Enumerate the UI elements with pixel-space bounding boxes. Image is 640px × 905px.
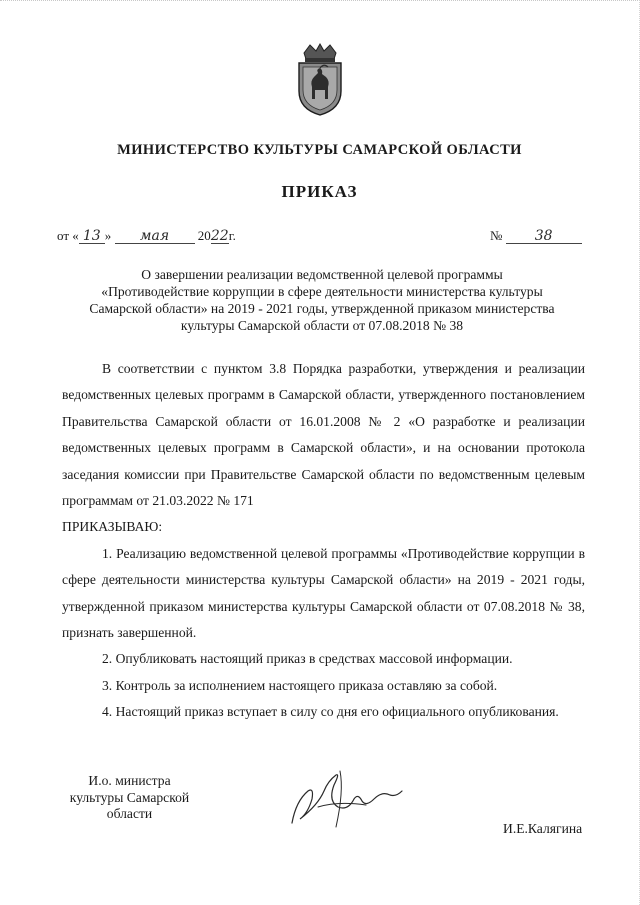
order-item: 4. Настоящий приказ вступает в силу со дня его официального опубликования. xyxy=(102,704,559,720)
order-item: 2. Опубликовать настоящий приказ в средствах массовой информации. xyxy=(102,651,513,667)
signer-position-line: И.о. министра xyxy=(88,773,171,788)
samara-coat-of-arms-icon xyxy=(290,43,350,117)
preamble-paragraph: В соответствии с пунктом 3.8 Порядка разработки, утверждения и реализации ведомственных целевых программ в Самарской области, утвержденного постановлением Правительства Самарской области от 16.01.2008 № 2 «О разработке и реализации ведомственных целевых программ в Самарской области», и на основании протокола заседания комиссии при Правительстве Самарской области по ведомственным целевым программам от 21.03.2022 № 171 xyxy=(62,361,585,509)
order-number xyxy=(490,228,582,244)
handwritten-signature xyxy=(278,761,408,841)
signer-position xyxy=(62,773,197,823)
signer-position-line: культуры Самарской xyxy=(69,789,190,805)
number-label: № xyxy=(490,228,503,243)
number-value: 38 xyxy=(506,229,582,244)
document-title: ПРИКАЗ xyxy=(281,182,358,201)
order-date xyxy=(57,228,236,244)
order-subject xyxy=(62,266,582,334)
date-year-prefix: 20 xyxy=(197,228,211,243)
signer-name: И.Е.Калягина xyxy=(503,821,583,836)
date-prefix: от « xyxy=(57,228,79,243)
order-body xyxy=(62,356,585,726)
subject-line: О завершении реализации ведомственной целевой программы xyxy=(141,267,503,282)
ministry-name: МИНИСТЕРСТВО КУЛЬТУРЫ САМАРСКОЙ ОБЛАСТИ xyxy=(117,142,522,158)
order-item: 1. Реализацию ведомственной целевой программы «Противодействие коррупции в сфере деятельности министерства культуры Самарской области» на 2019 - 2021 годы, утвержденной приказом министерства культуры Самарской области от 07.08.2018 № 38, признать завершенной. xyxy=(62,545,585,641)
subject-line: «Противодействие коррупции в сфере деятельности министерства культуры xyxy=(101,284,543,299)
subject-line: культуры Самарской области от 07.08.2018 № 38 xyxy=(180,318,464,333)
date-suffix: г. xyxy=(228,228,236,243)
date-month: мая xyxy=(115,229,195,244)
order-word: ПРИКАЗЫВАЮ: xyxy=(62,519,163,535)
date-year: 22 xyxy=(210,228,229,244)
date-day: 13 xyxy=(79,229,105,244)
date-mid: » xyxy=(104,228,112,243)
signer-position-line: области xyxy=(106,806,153,821)
order-item: 3. Контроль за исполнением настоящего приказа оставляю за собой. xyxy=(102,677,498,693)
subject-line: Самарской области» на 2019 - 2021 годы, утвержденной приказом министерства xyxy=(89,301,555,316)
